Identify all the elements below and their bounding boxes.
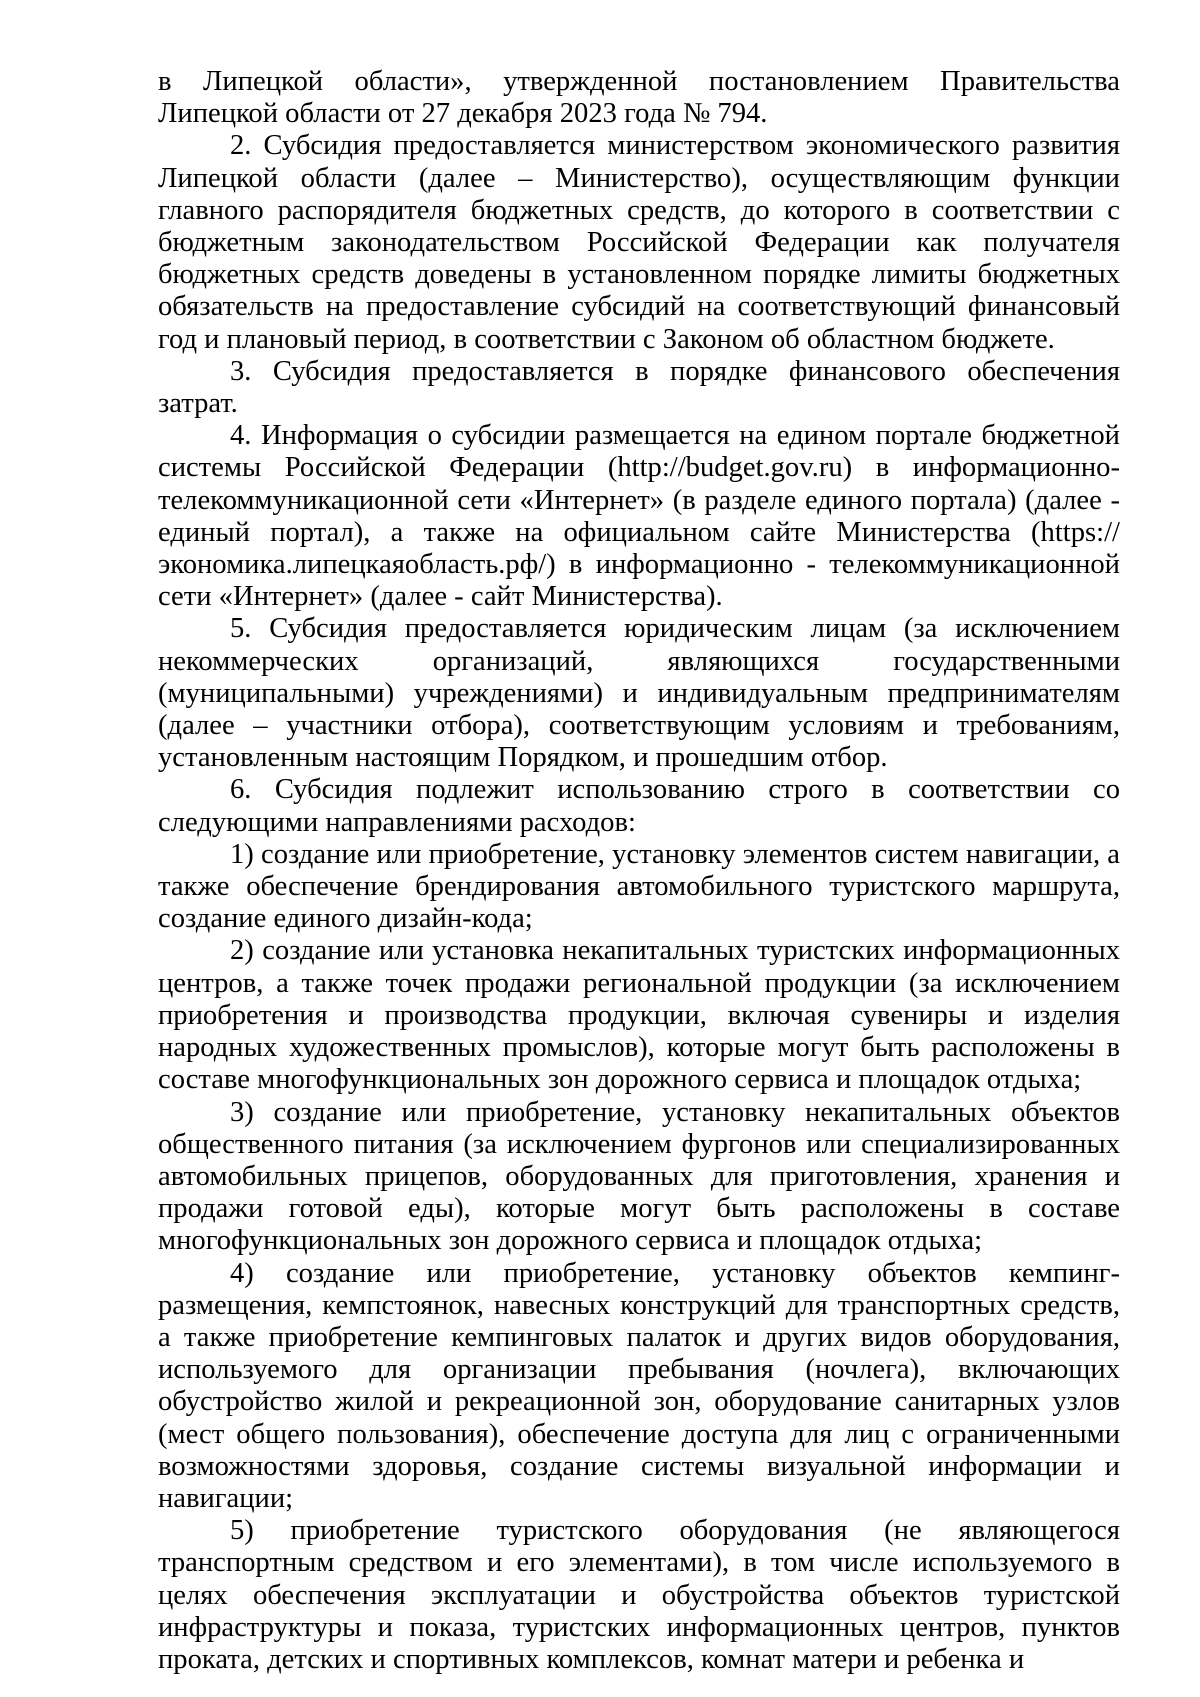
paragraph-subitem-1: 1) создание или приобретение, установку элементов систем навигации, а также обеспечение брендирования автомобильного туристского маршрута, создание единого дизайн-кода; <box>158 838 1120 935</box>
paragraph-item-5: 5. Субсидия предоставляется юридическим лицам (за исключением некоммерческих организаций, являющихся государственными (муниципальными) учреждениями) и индивидуальным предпринимателям (далее – участники отбора), соответствующим условиям и требованиям, установленным настоящим Порядком, и прошедшим отбор. <box>158 613 1120 774</box>
paragraph-item-4: 4. Информация о субсидии размещается на едином портале бюджетной системы Российской Федерации (http://budget.gov.ru) в информационно-телекоммуникационной сети «Интернет» (в разделе единого портала) (далее - единый портал), а также на официальном сайте Министерства (https://экономика.липецкаяобласть.рф/) в информационно - телекоммуникационной сети «Интернет» (далее - сайт Министерства). <box>158 420 1120 613</box>
paragraph-subitem-3: 3) создание или приобретение, установку некапитальных объектов общественного питания (за исключением фургонов или специализированных автомобильных прицепов, оборудованных для приготовления, хранения и продажи готовой еды), которые могут быть расположены в составе многофункциональных зон дорожного сервиса и площадок отдыха; <box>158 1096 1120 1257</box>
document-page <box>158 66 1120 1676</box>
paragraph-subitem-2: 2) создание или установка некапитальных туристских информационных центров, а также точек продажи региональной продукции (за исключением приобретения и производства продукции, включая сувениры и изделия народных художественных промыслов), которые могут быть расположены в составе многофункциональных зон дорожного сервиса и площадок отдыха; <box>158 935 1120 1096</box>
paragraph-item-6: 6. Субсидия подлежит использованию строго в соответствии со следующими направлениями расходов: <box>158 774 1120 838</box>
paragraph-item-3: 3. Субсидия предоставляется в порядке финансового обеспечения затрат. <box>158 355 1120 420</box>
paragraph-continuation: в Липецкой области», утвержденной постановлением Правительства Липецкой области от 27 декабря 2023 года № 794. <box>158 66 1120 130</box>
paragraph-item-2: 2. Субсидия предоставляется министерством экономического развития Липецкой области (далее – Министерство), осуществляющим функции главного распорядителя бюджетных средств, до которого в соответствии с бюджетным законодательством Российской Федерации как получателя бюджетных средств доведены в установленном порядке лимиты бюджетных обязательств на предоставление субсидий на соответствующий финансовый год и плановый период, в соответствии с Законом об областном бюджете. <box>158 130 1120 355</box>
paragraph-subitem-4: 4) создание или приобретение, установку объектов кемпинг-размещения, кемпстоянок, навесных конструкций для транспортных средств, а также приобретение кемпинговых палаток и других видов оборудования, используемого для организации пребывания (ночлега), включающих обустройство жилой и рекреационной зон, оборудование санитарных узлов (мест общего пользования), обеспечение доступа для лиц с ограниченными возможностями здоровья, создание системы визуальной информации и навигации; <box>158 1257 1120 1514</box>
paragraph-subitem-5: 5) приобретение туристского оборудования (не являющегося транспортным средством и его элементами), в том числе используемого в целях обеспечения эксплуатации и обустройства объектов туристской инфраструктуры и показа, туристских информационных центров, пунктов проката, детских и спортивных комплексов, комнат матери и ребенка и <box>158 1515 1120 1675</box>
